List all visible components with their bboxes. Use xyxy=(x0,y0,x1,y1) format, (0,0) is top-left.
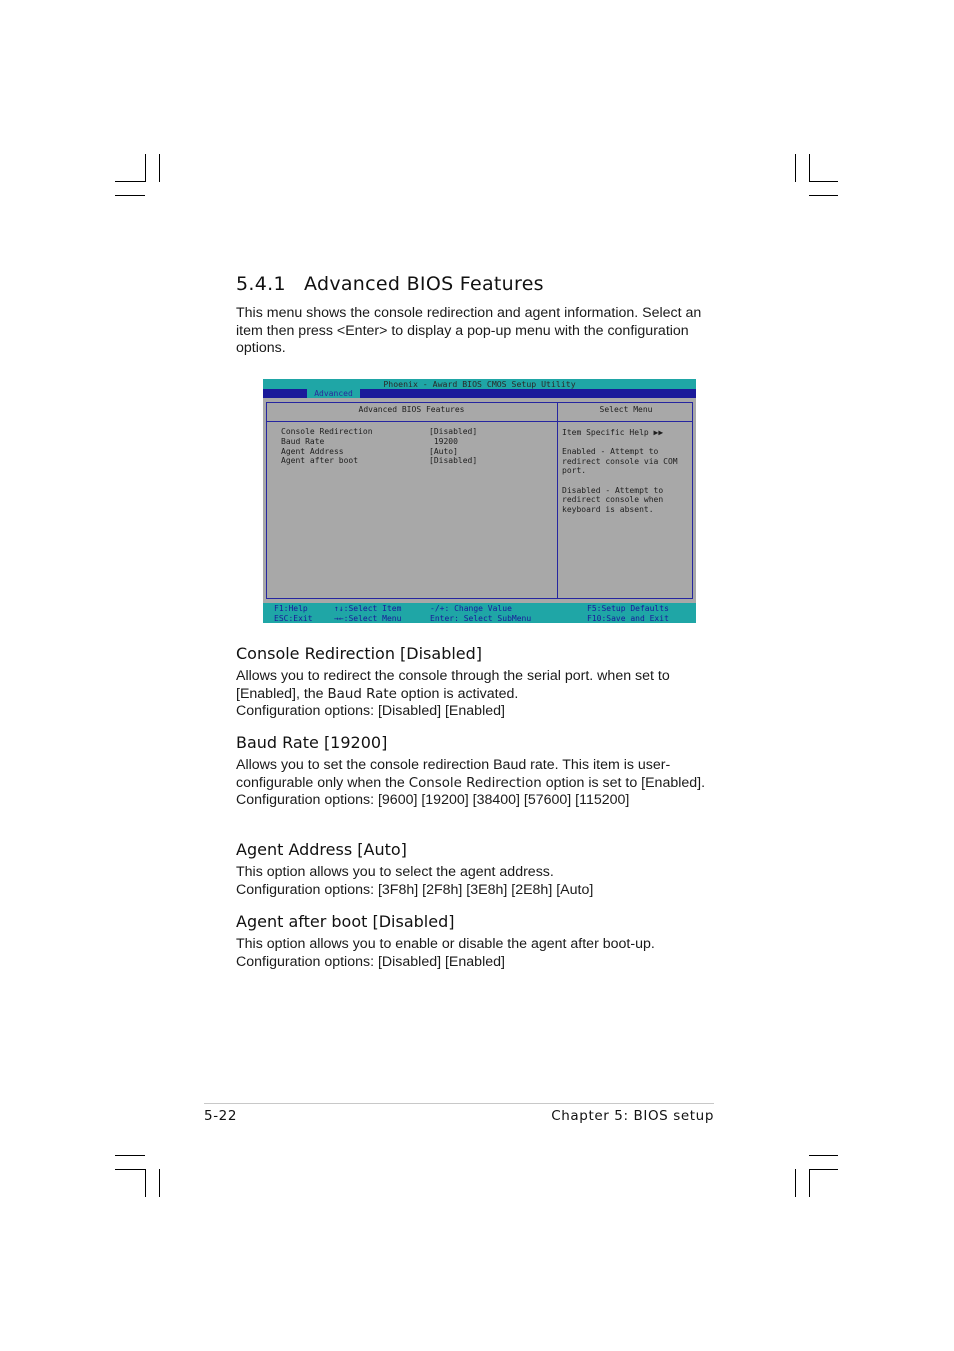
bios-status-col: ↑↓:Select Item →←:Select Menu xyxy=(334,604,402,623)
bios-menu-bar xyxy=(263,389,696,398)
bios-tab-advanced[interactable]: Advanced xyxy=(307,389,360,398)
config-options: Configuration options: [Disabled] [Enabled] xyxy=(236,953,505,970)
section-heading xyxy=(236,273,544,295)
text-run: option is set to [Enabled]. Configuration options: [9600] [19200] [38400] [57600] [115200] xyxy=(236,774,706,809)
text-run: This option allows you to select the agent address. xyxy=(236,864,554,880)
section-title: Advanced BIOS Features xyxy=(304,273,544,295)
agent-after-boot-description xyxy=(236,936,706,971)
agent-address-heading: Agent Address [Auto] xyxy=(236,840,407,859)
chapter-title: Chapter 5: BIOS setup xyxy=(551,1108,714,1124)
crop-mark xyxy=(115,195,145,196)
crop-mark xyxy=(795,154,796,182)
crop-mark xyxy=(115,1155,145,1156)
crop-mark xyxy=(145,1169,146,1197)
bios-item-value: [Disabled] xyxy=(429,456,478,465)
crop-mark xyxy=(809,181,838,182)
bios-item-label: Console Redirection xyxy=(281,427,373,436)
bios-item-value: [Auto] xyxy=(429,447,458,456)
text-run: Allows you to redirect the console through the serial port. when set to [Enabled], the xyxy=(236,668,670,702)
intro-paragraph: This menu shows the console redirection and agent information. Select an item then press <Enter> to display a pop-up menu with the configuration options. xyxy=(236,305,702,357)
bios-screenshot xyxy=(263,379,696,623)
console-redirection-heading: Console Redirection [Disabled] xyxy=(236,644,483,663)
crop-mark xyxy=(809,154,810,182)
bios-header-rule xyxy=(266,421,693,422)
bios-status-bar xyxy=(263,603,696,623)
bios-item-agent-after-boot[interactable] xyxy=(281,456,477,466)
keyword: Console Redirection xyxy=(408,775,542,791)
bios-item-console-redirection[interactable] xyxy=(281,427,477,437)
agent-address-description xyxy=(236,864,706,899)
crop-mark xyxy=(795,1169,796,1197)
crop-mark xyxy=(115,1169,145,1170)
bios-item-label: Agent after boot xyxy=(281,456,359,465)
crop-mark xyxy=(159,154,160,182)
crop-mark xyxy=(809,1169,838,1170)
keyword: Baud Rate xyxy=(327,686,397,702)
baud-rate-description xyxy=(236,757,706,810)
config-options: Configuration options: [3F8h] [2F8h] [3E8h] [2E8h] [Auto] xyxy=(236,881,594,898)
agent-after-boot-heading: Agent after boot [Disabled] xyxy=(236,912,455,931)
console-redirection-description xyxy=(236,668,706,721)
config-options: Configuration options: [Disabled] [Enabled] xyxy=(236,703,505,720)
bios-help-text: Item Specific Help ▶▶ Enabled - Attempt to redirect console via COM port. Disabled - Attempt to redirect console when keyboard is absent. xyxy=(562,428,678,514)
bios-left-header: Advanced BIOS Features xyxy=(358,405,465,414)
bios-status-col: F5:Setup Defaults F10:Save and Exit xyxy=(587,604,669,623)
crop-mark xyxy=(809,1155,838,1156)
bios-item-baud-rate[interactable] xyxy=(281,437,458,447)
bios-divider xyxy=(557,402,558,599)
crop-mark xyxy=(159,1169,160,1197)
page-number: 5-22 xyxy=(204,1108,238,1124)
text-run: option is activated. xyxy=(396,685,519,702)
bios-item-label: Agent Address xyxy=(281,447,344,456)
bios-item-label: Baud Rate xyxy=(281,437,325,446)
text-run: This option allows you to enable or disable the agent after boot-up. xyxy=(236,936,655,952)
bios-item-value: [Disabled] xyxy=(429,427,478,436)
bios-title-bar: Phoenix - Award BIOS CMOS Setup Utility xyxy=(263,379,696,389)
section-number: 5.4.1 xyxy=(236,273,286,295)
text-run: Allows you to set the console redirection Baud rate. This item is user-configurable only when the xyxy=(236,757,671,791)
crop-mark xyxy=(145,154,146,182)
bios-status-col: F1:Help ESC:Exit xyxy=(274,604,313,623)
footer-rule xyxy=(204,1103,714,1104)
bios-right-header: Select Menu xyxy=(599,405,653,414)
bios-item-value: 19200 xyxy=(429,437,458,446)
crop-mark xyxy=(115,181,145,182)
crop-mark xyxy=(809,1169,810,1197)
crop-mark xyxy=(809,195,838,196)
baud-rate-heading: Baud Rate [19200] xyxy=(236,733,388,752)
bios-status-col: -/+: Change Value Enter: Select SubMenu xyxy=(430,604,532,623)
